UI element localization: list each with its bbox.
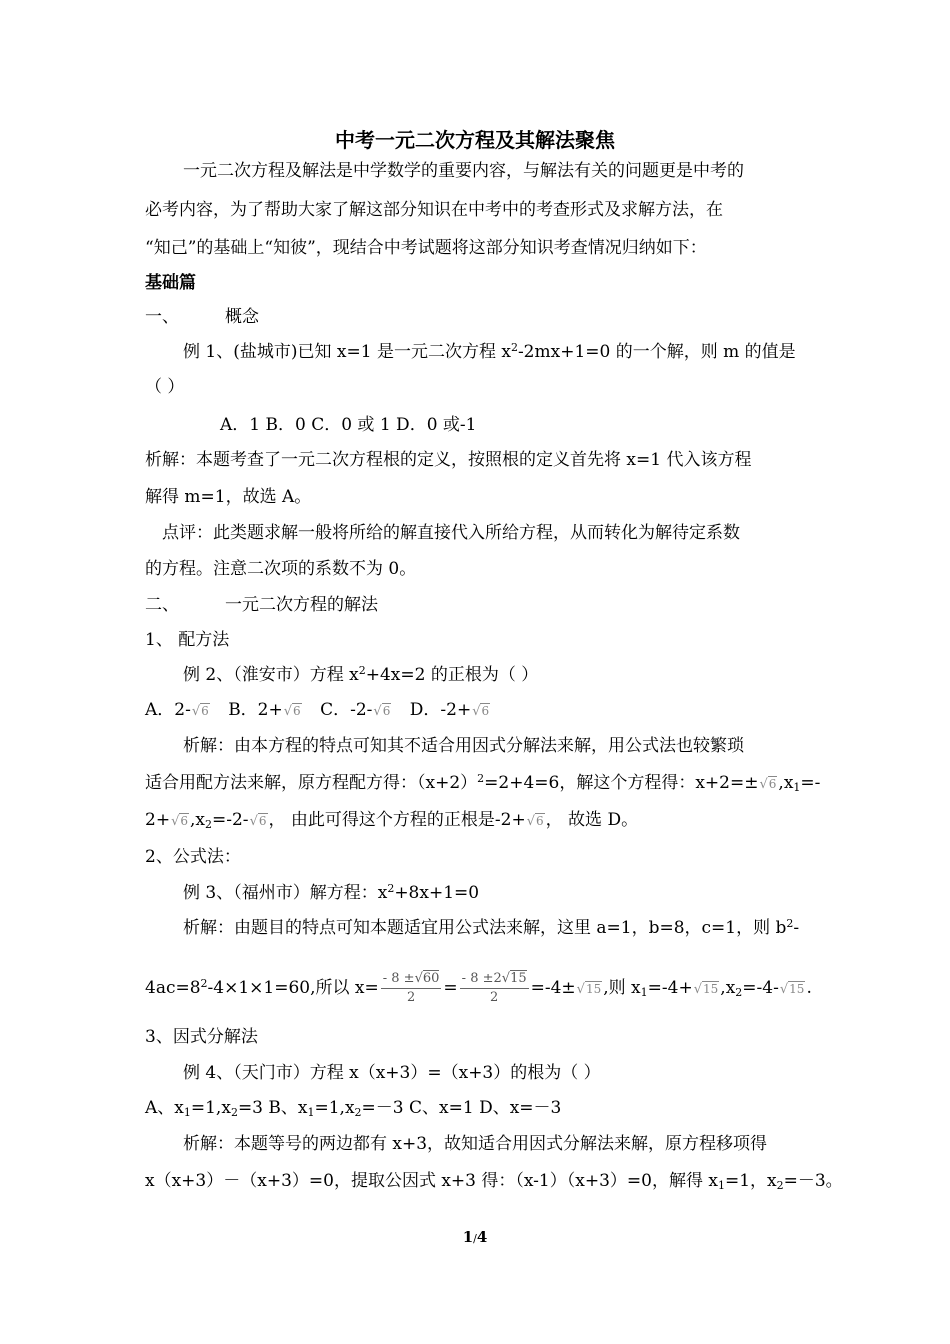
section-1-heading [145,306,259,328]
example-1-comment-2: 的方程。注意二次项的系数不为 0。 [145,559,417,579]
example-3-analysis-1: 析解：由题目的特点可知本题适宜用公式法来解，这里 a=1，b=8，c=1，则 $b^2-$ [183,917,800,938]
section-2-number: 二、 [145,595,179,615]
example-4-question: 例 4、（天门市）方程 x（x+3）=（x+3）的根为（ ） [183,1063,601,1083]
page-number: 1/4 [462,1228,488,1246]
example-2-question: 例 2、（淮安市）方程 $x^2+4x=2$ 的正根为（ ） [183,664,539,685]
sqrt-symbol: √15 [779,982,805,997]
section-1-number: 一、 [145,307,179,327]
sqrt-symbol: √15 [576,982,602,997]
section-basic-heading: 基础篇 [145,273,196,293]
example-4-analysis-2: x（x+3）－（x+3）=0，提取公因式 x+3 得：（x-1）（x+3）=0，解得 $x_1=1$，$x_2=-3$。 [145,1171,843,1192]
example-2-analysis-3: 2+√6 $,x_2=-2-√6$ ， 由此可得这个方程的正根是-2+√6 ， 故选 D。 [145,810,639,831]
sqrt-symbol: √6 [472,704,490,719]
intro-line-3: “知己”的基础上“知彼”，现结合中考试题将这部分知识考查情况归纳如下： [145,238,707,258]
section-2-title: 一元二次方程的解法 [225,595,378,615]
method-3-heading: 3、因式分解法 [145,1027,258,1047]
sqrt-symbol: √6 [191,704,209,719]
sqrt-symbol: √6 [759,777,777,792]
example-2-options: A．2-√6 B．2+√6 C．-2-√6 D．-2+√6 [145,699,491,723]
example-4-analysis-1: 析解：本题等号的两边都有 x+3，故知适合用因式分解法来解，原方程移项得 [183,1134,768,1154]
document-title: 中考一元二次方程及其解法聚焦 [335,128,615,152]
example-3-analysis-2: $4ac=8^2-4\times 1\times 1=60$,所以 x= $\frac{- 8 \pm√60}{2}$ = $\frac{- 8 \pm 2√15}{2}$ =-4±√15 ,则 $x_1=-4+√15$ $,x_2=-4-√15$ . [145,968,812,1010]
example-3-question: 例 3、（福州市）解方程：$x^2+8x+1=0$ [183,882,480,903]
sqrt-symbol: √6 [373,704,391,719]
fraction-2: $\frac{- 8 \pm 2√15}{2}$ [461,971,527,1005]
sqrt-symbol: √6 [171,814,188,829]
method-1-heading: 1、 配方法 [145,630,230,650]
sqrt-symbol: √15 [693,982,719,997]
example-1-comment-1: 点评：此类题求解一般将所给的解直接代入所给方程，从而转化为解待定系数 [162,523,740,543]
sqrt-symbol: √6 [526,814,544,829]
sqrt-symbol: √6 [283,704,301,719]
intro-line-1: 一元二次方程及解法是中学数学的重要内容，与解法有关的问题更是中考的 [183,161,744,181]
example-1-question: 例 1、(盐城市)已知 x=1 是一元二次方程 $x^2-2mx+1=0$ 的一个解，则 m 的值是 [183,341,796,362]
example-1-options: A．1 B．0 C．0 或 1 D．0 或-1 [220,415,477,435]
sqrt-symbol: √6 [249,814,267,829]
method-2-heading: 2、公式法： [145,847,241,867]
section-1-title: 概念 [225,307,259,327]
example-2-analysis-2: 适合用配方法来解，原方程配方得：$(x+2)^2=2+4=6$，解这个方程得：x+2=±√6 $,x_1=-$ [145,772,821,794]
example-2-analysis-1: 析解：由本方程的特点可知其不适合用因式分解法来解，用公式法也较繁琐 [183,736,744,756]
fraction-1: $\frac{- 8 \pm√60}{2}$ [382,971,440,1005]
example-1-analysis-1: 析解：本题考查了一元二次方程根的定义，按照根的定义首先将 x=1 代入该方程 [145,450,752,470]
example-4-options: A、$x_1=1,x_2=3$ B、$x_1=1,x_2=-3$ C、x=1 D、x=－3 [145,1098,562,1119]
section-2-heading [145,594,378,616]
example-1-analysis-2: 解得 m=1，故选 A。 [145,487,312,507]
example-1-paren: （ ） [145,377,185,397]
intro-line-2: 必考内容，为了帮助大家了解这部分知识在中考中的考查形式及求解方法，在 [145,200,723,220]
